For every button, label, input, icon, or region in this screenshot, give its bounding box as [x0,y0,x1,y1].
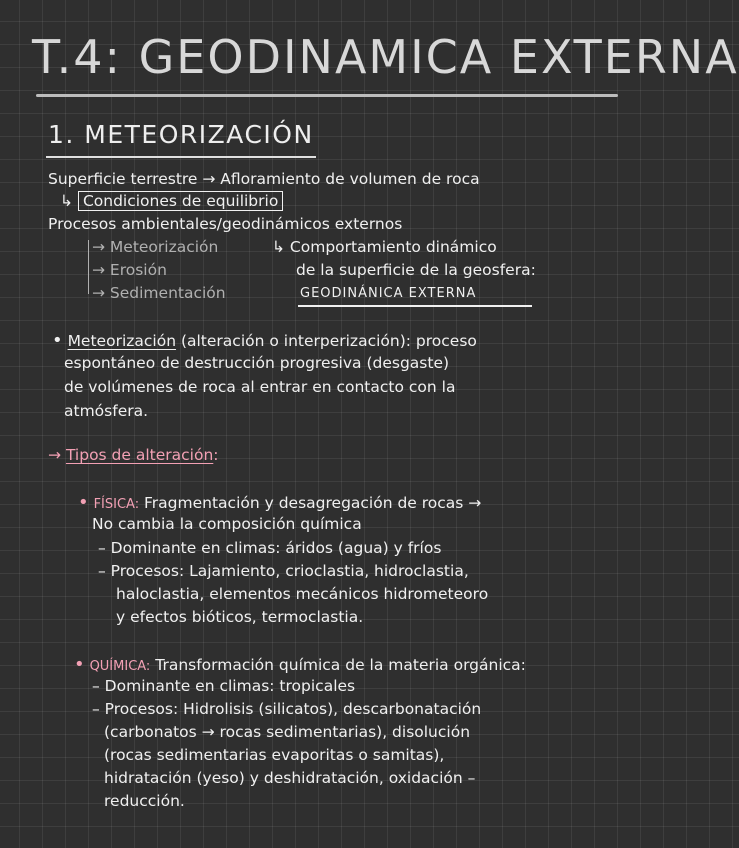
quimica-line-1 [74,654,526,675]
geodinamica-underline [298,305,532,307]
geosphere-line: de la superficie de la geosfera: [296,261,536,279]
fisica-line-3: – Dominante en climas: áridos (agua) y fríos [98,539,442,557]
quimica-line-3: – Procesos: Hidrolisis (silicatos), descarbonatación [92,700,482,718]
quimica-line-5: (rocas sedimentarias evaporitas o samitas), [104,746,445,764]
quimica-label: QUÍMICA: [89,659,151,674]
section-heading: 1. METEORIZACIÓN [48,120,314,149]
equilibrium-line [60,192,283,210]
surface-line: Superficie terrestre → Afloramiento de volumen de roca [48,170,480,188]
tipos-label: Tipos de alteración [65,446,214,464]
pink-bullet: • [78,492,89,513]
pink-arrow-icon: → [48,446,61,464]
sub-meteorizacion: → Meteorización [92,238,219,256]
meteor-line-4: atmósfera. [64,402,149,420]
quimica-line-6: hidratación (yeso) y deshidratación, oxidación – [104,769,476,787]
fisica-definition: Fragmentación y desagregación de rocas → [139,494,482,512]
sub-erosion: → Erosión [92,261,167,279]
meteor-term: Meteorización [67,332,177,350]
geodinamica-label: GEODINÁNICA EXTERNA [300,286,477,301]
processes-line: Procesos ambientales/geodinámicos externos [48,215,403,233]
quimica-line-7: reducción. [104,792,185,810]
fisica-line-4: – Procesos: Lajamiento, crioclastia, hidroclastia, [98,562,469,580]
quimica-line-2: – Dominante en climas: tropicales [92,677,356,695]
meteor-definition-start: (alteración o interperización): proceso [176,332,477,350]
fisica-label: FÍSICA: [93,497,140,512]
page-title: T.4: GEODINAMICA EXTERNA [32,30,739,84]
fisica-line-2: No cambia la composición química [92,515,362,533]
meteor-line-3: de volúmenes de roca al entrar en contacto con la [64,378,456,396]
title-underline [36,94,618,97]
meteor-line-2: espontáneo de destrucción progresiva (desgaste) [64,354,450,372]
fisica-line-5: haloclastia, elementos mecánicos hidrometeoro [116,585,489,603]
behaviour-line: ↳ Comportamiento dinámico [272,238,497,256]
sub-sedimentacion: → Sedimentación [92,284,226,302]
equilibrium-box: Condiciones de equilibrio [78,191,283,211]
fisica-line-1 [78,492,481,513]
quimica-definition: Transformación química de la materia orgánica: [150,656,526,674]
quimica-line-4: (carbonatos → rocas sedimentarias), disolución [104,723,471,741]
tipos-colon: : [213,446,219,464]
return-arrow-icon: ↳ [60,192,73,210]
pink-bullet: • [74,654,85,675]
fisica-line-6: y efectos bióticos, termoclastia. [116,608,364,626]
meteor-line-1 [52,330,477,351]
white-bullet: • [52,330,63,351]
section-underline [46,156,316,158]
tipos-heading [48,446,219,464]
